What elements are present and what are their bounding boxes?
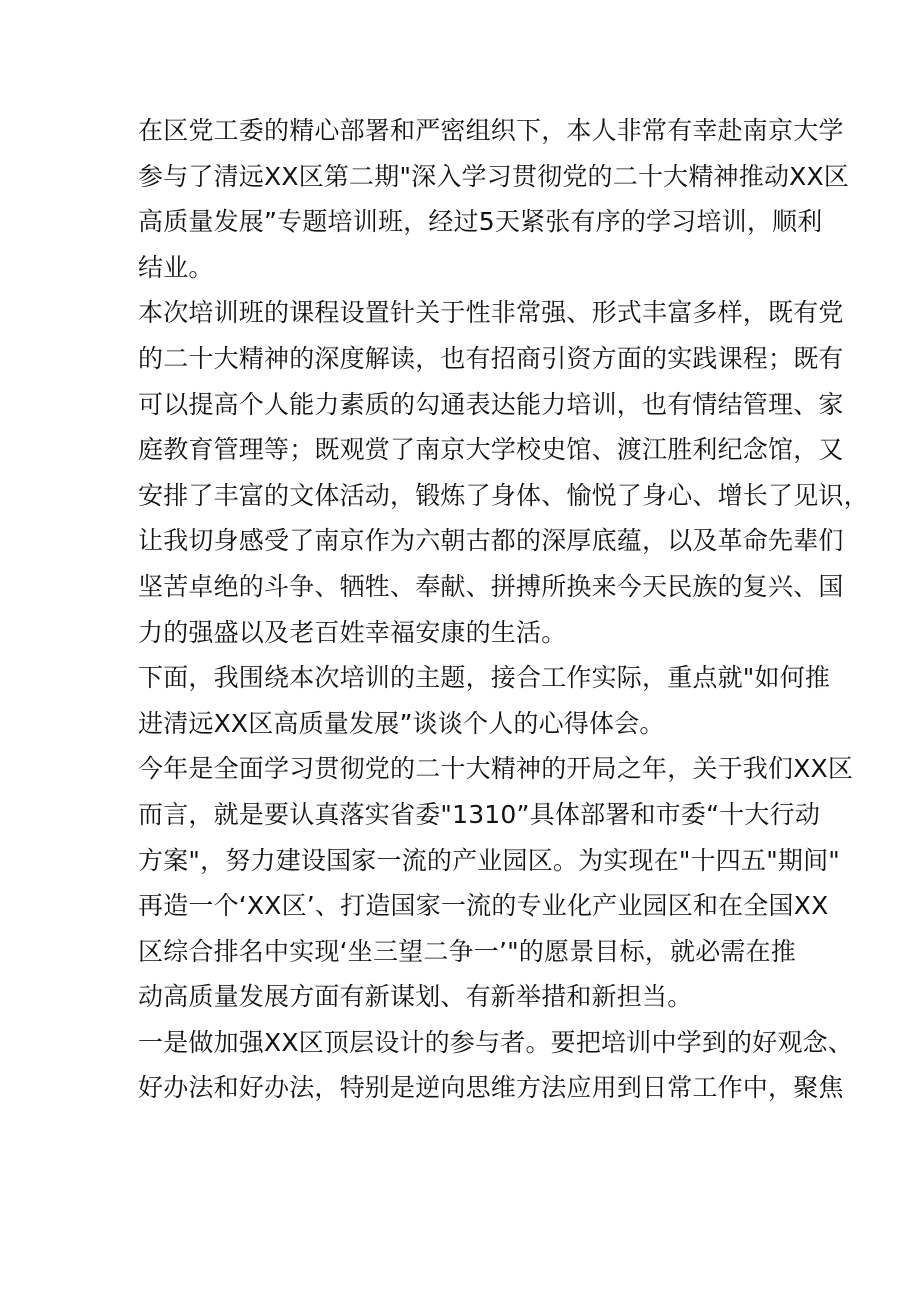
text-line: 动高质量发展方面有新谋划、有新举措和新担当。 [138, 982, 693, 1012]
text-line: 可以提高个人能力素质的勾通表达能力培训，也有情结管理、家 [138, 389, 844, 419]
text-line: 今年是全面学习贯彻党的二十大精神的开局之年，关于我们XX区 [138, 754, 854, 784]
text-line: 力的强盛以及老百姓幸福安康的生活。 [138, 617, 567, 647]
document-body [138, 108, 869, 1111]
text-line: 而言，就是要认真落实省委"1310”具体部署和市委“十大行动 [138, 799, 821, 829]
text-line: 高质量发展”专题培训班，经过5天紧张有序的学习培训，顺利 [138, 207, 823, 237]
paragraph-intro [138, 108, 850, 290]
text-line: 让我切身感受了南京作为六朝古都的深厚底蕴，以及革命先辈们 [138, 526, 844, 556]
text-line: 结业。 [138, 252, 214, 282]
text-line: 庭教育管理等；既观赏了南京大学校史馆、渡江胜利纪念馆，又 [138, 435, 844, 465]
text-line: 参与了清远XX区第二期"深入学习贯彻党的二十大精神推动XX区 [138, 161, 850, 191]
text-line: 的二十大精神的深度解读，也有招商引资方面的实践课程；既有 [138, 343, 844, 373]
text-line: 本次培训班的课程设置针关于性非常强、形式丰富多样，既有党 [138, 298, 844, 328]
text-line: 再造一个‘XX区’、打造国家一流的专业化产业园区和在全国XX [138, 891, 829, 921]
text-line: 坚苦卓绝的斗争、牺牲、奉献、拼搏所换来今天民族的复兴、国 [138, 571, 844, 601]
text-line: 区综合排名中实现‘坐三望二争一’"的愿景目标，就必需在推 [138, 936, 796, 966]
text-line: 安排了丰富的文体活动，锻炼了身体、愉悦了身心、增长了见识， [138, 480, 869, 510]
text-line: 下面，我围绕本次培训的主题，接合工作实际，重点就"如何推 [138, 663, 831, 693]
text-line: 进清远XX区高质量发展”谈谈个人的心得体会。 [138, 708, 665, 738]
paragraph-goals [138, 746, 854, 1020]
paragraph-course-description [138, 290, 869, 655]
text-line: 在区党工委的精心部署和严密组织下，本人非常有幸赴南京大学 [138, 116, 844, 145]
paragraph-topic-intro [138, 655, 831, 746]
paragraph-point-one [138, 1020, 854, 1111]
text-line: 好办法和好办法，特别是逆向思维方法应用到日常工作中，聚焦 [138, 1073, 844, 1103]
text-line: 方案"，努力建设国家一流的产业园区。为实现在"十四五"期间" [138, 845, 840, 875]
text-line: 一是做加强XX区顶层设计的参与者。要把培训中学到的好观念、 [138, 1027, 854, 1057]
